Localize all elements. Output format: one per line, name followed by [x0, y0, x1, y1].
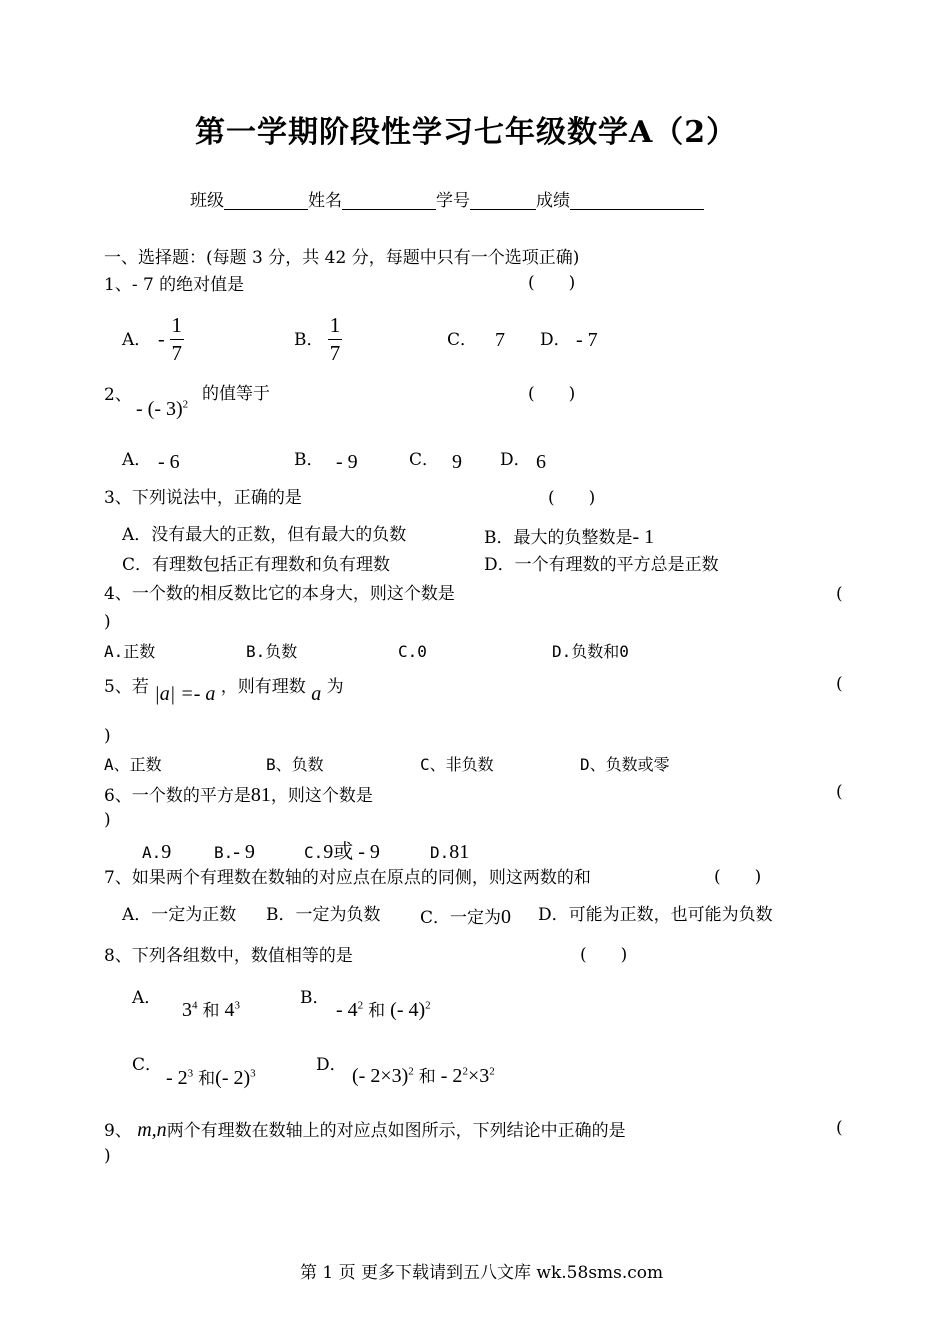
q8-c-expr1: - 2 — [166, 1067, 188, 1089]
q1-option-d-label: D． — [540, 330, 571, 350]
q6-option-c-label: C. — [304, 843, 324, 862]
q8-stem: 8、下列各组数中，数值相等的是 — [104, 946, 353, 966]
q6-stem-post: ，则这个数是 — [270, 786, 373, 806]
q1-stem: 1、- 7 的绝对值是 — [104, 275, 245, 295]
q6-option-d-label: D. — [430, 843, 450, 862]
q3-option-c: C．有理数包括正有理数和负有理数 — [122, 555, 391, 575]
q5-abs-expression: |a| =- a — [154, 683, 216, 705]
q5-stem-pre: 5、若 — [104, 677, 149, 697]
q6-option-d — [430, 842, 469, 862]
q3-option-b-value: - 1 — [632, 526, 655, 548]
q6-option-a-label: A. — [142, 843, 162, 862]
q2-option-c-value: 9 — [452, 451, 462, 473]
q9-variables: m,n — [137, 1119, 167, 1141]
q7-option-d: D．可能为正数，也可能为负数 — [538, 905, 773, 925]
q7-option-b: B．一定为负数 — [266, 905, 381, 925]
q7-option-a: A．一定为正数 — [122, 905, 237, 925]
score-blank[interactable] — [570, 193, 704, 210]
page-footer[interactable]: 第 1 页 更多下载请到五八文库 wk.58sms.com — [300, 1263, 664, 1283]
q1-b-numerator: 1 — [329, 313, 341, 337]
q8-a-exp1: 4 — [192, 999, 198, 1012]
q8-d-exp1: 2 — [408, 1065, 414, 1078]
q9-stem — [104, 1120, 626, 1140]
q4-paren-open[interactable]: ( — [836, 584, 843, 604]
q8-option-c — [166, 1068, 256, 1088]
q5-option-c: C、非负数 — [420, 755, 494, 774]
q1-a-fraction — [170, 315, 184, 364]
q5-variable: a — [311, 683, 322, 705]
class-label: 班级 — [190, 191, 224, 211]
q7-answer-paren[interactable]: ( ) — [714, 867, 762, 887]
q8-a-and: 和 — [202, 1001, 220, 1020]
page-title: 第一学期阶段性学习七年级数学A（2） — [195, 115, 738, 150]
q1-answer-paren[interactable]: ( ) — [528, 273, 576, 293]
q8-c-exp2: 3 — [250, 1067, 256, 1080]
q6-paren-close[interactable]: ) — [104, 810, 111, 830]
q8-b-exp2: 2 — [425, 999, 431, 1012]
q3-option-b — [484, 527, 654, 547]
q4-stem: 4、一个数的相反数比它的本身大，则这个数是 — [104, 584, 455, 604]
q1-option-a-label: A． — [122, 330, 152, 350]
q8-d-exp3: 2 — [489, 1065, 495, 1078]
q8-a-expr1: 3 — [182, 999, 192, 1021]
q8-d-exp2: 2 — [462, 1065, 468, 1078]
q8-d-expr1: (- 2×3) — [352, 1065, 409, 1087]
q1-b-fraction — [328, 315, 342, 364]
q2-option-b-label: B． — [294, 450, 324, 470]
student-info-line — [190, 193, 704, 210]
q9-stem-text: 两个有理数在数轴上的对应点如图所示，下列结论中正确的是 — [166, 1121, 626, 1141]
q8-d-times: ×3 — [467, 1065, 490, 1087]
q4-paren-close[interactable]: ) — [104, 612, 111, 632]
q8-option-d — [352, 1066, 495, 1086]
id-blank[interactable] — [470, 193, 536, 210]
q1-option-b — [328, 315, 342, 364]
q4-option-d: D.负数和0 — [552, 642, 629, 661]
q5-stem-post: 为 — [326, 677, 344, 697]
q3-option-d: D．一个有理数的平方总是正数 — [484, 555, 719, 575]
q9-number: 9、 — [104, 1121, 132, 1141]
q6-option-d-value: 81 — [449, 841, 470, 863]
q8-a-exp2: 3 — [234, 999, 240, 1012]
q5-option-d: D、负数或零 — [580, 755, 670, 774]
name-label: 姓名 — [308, 191, 342, 211]
q9-paren-open[interactable]: ( — [836, 1118, 843, 1138]
q8-a-expr2: 4 — [224, 999, 235, 1021]
q4-option-b: B.负数 — [246, 642, 298, 661]
q5-paren-close[interactable]: ) — [104, 726, 111, 746]
q8-b-exp1: 2 — [357, 999, 364, 1012]
q8-option-a — [182, 1000, 240, 1020]
q1-option-d-value: - 7 — [576, 329, 598, 351]
q5-paren-open[interactable]: ( — [836, 674, 843, 694]
q5-option-b: B、负数 — [266, 755, 324, 774]
q3-stem: 3、下列说法中，正确的是 — [104, 488, 302, 508]
q6-option-b-value: - 9 — [233, 841, 255, 863]
q8-b-and: 和 — [368, 1001, 386, 1020]
q5-stem-mid: ，则有理数 — [220, 677, 306, 697]
q4-option-c: C.0 — [398, 642, 427, 661]
q6-value: 81 — [250, 784, 271, 806]
q2-answer-paren[interactable]: ( ) — [528, 384, 576, 404]
id-label: 学号 — [436, 191, 470, 211]
q2-option-d-label: D． — [500, 450, 531, 470]
q6-option-b-label: B. — [214, 843, 234, 862]
q3-answer-paren[interactable]: ( ) — [548, 488, 596, 508]
q2-option-c-label: C． — [409, 450, 440, 470]
q5-option-a: A、正数 — [104, 755, 162, 774]
q1-option-c-label: C． — [447, 330, 478, 350]
q1-option-c-value: 7 — [495, 329, 505, 351]
q3-option-b-text: B．最大的负整数是 — [484, 528, 633, 548]
q2-option-a-value: - 6 — [158, 451, 180, 473]
q8-c-expr2: (- 2) — [215, 1067, 251, 1089]
q2-expr-exponent: 2 — [182, 398, 189, 411]
q8-b-expr2: (- 4) — [390, 999, 426, 1021]
q2-stem-tail: 的值等于 — [202, 384, 270, 404]
q7-option-c-text: C．一定为 — [420, 908, 502, 928]
q1-b-denominator: 7 — [329, 341, 341, 365]
q4-option-a: A.正数 — [104, 642, 156, 661]
q8-option-c-label: C． — [132, 1055, 163, 1075]
q6-paren-open[interactable]: ( — [836, 782, 843, 802]
q1-a-numerator: 1 — [171, 313, 183, 337]
q6-option-a — [142, 842, 171, 862]
q8-d-and: 和 — [418, 1067, 436, 1086]
q6-option-c — [304, 842, 380, 862]
q2-option-d-value: 6 — [536, 451, 546, 473]
q8-option-b — [336, 1000, 431, 1020]
q2-option-b-value: - 9 — [336, 451, 358, 473]
q1-option-a — [158, 315, 184, 364]
q7-option-c — [420, 907, 511, 927]
class-blank[interactable] — [224, 193, 308, 210]
q8-answer-paren[interactable]: ( ) — [580, 945, 628, 965]
q2-option-a-label: A． — [122, 450, 152, 470]
q2-number: 2、 — [104, 385, 132, 405]
q6-option-a-value: 9 — [161, 841, 172, 863]
q8-d-expr2: - 2 — [440, 1065, 463, 1087]
q2-expression — [136, 399, 188, 419]
name-blank[interactable] — [342, 193, 436, 210]
q6-stem-pre: 6、一个数的平方是 — [104, 786, 251, 806]
q8-c-and: 和 — [198, 1069, 216, 1088]
q3-option-a: A．没有最大的正数，但有最大的负数 — [122, 525, 407, 545]
q8-c-exp1: 3 — [187, 1067, 194, 1080]
q5-stem — [104, 676, 344, 705]
q1-a-denominator: 7 — [171, 341, 183, 365]
q6-stem — [104, 785, 373, 805]
q9-paren-close[interactable]: ) — [104, 1146, 111, 1166]
q1-a-sign: - — [158, 328, 165, 351]
q6-option-b — [214, 842, 255, 862]
q2-expr-base: - (- 3) — [136, 398, 183, 420]
q8-option-a-label: A． — [132, 988, 162, 1008]
score-label: 成绩 — [536, 191, 570, 211]
q8-option-d-label: D． — [316, 1055, 347, 1075]
q7-option-c-value: 0 — [501, 906, 512, 928]
q6-option-c-value: 9或 - 9 — [323, 841, 380, 863]
q7-stem: 7、如果两个有理数在数轴的对应点在原点的同侧，则这两数的和 — [104, 868, 591, 888]
section-heading: 一、选择题：(每题 3 分，共 42 分，每题中只有一个选项正确) — [104, 248, 580, 268]
q8-b-expr1: - 4 — [336, 999, 358, 1021]
q8-option-b-label: B． — [300, 988, 330, 1008]
q1-option-b-label: B． — [294, 330, 324, 350]
